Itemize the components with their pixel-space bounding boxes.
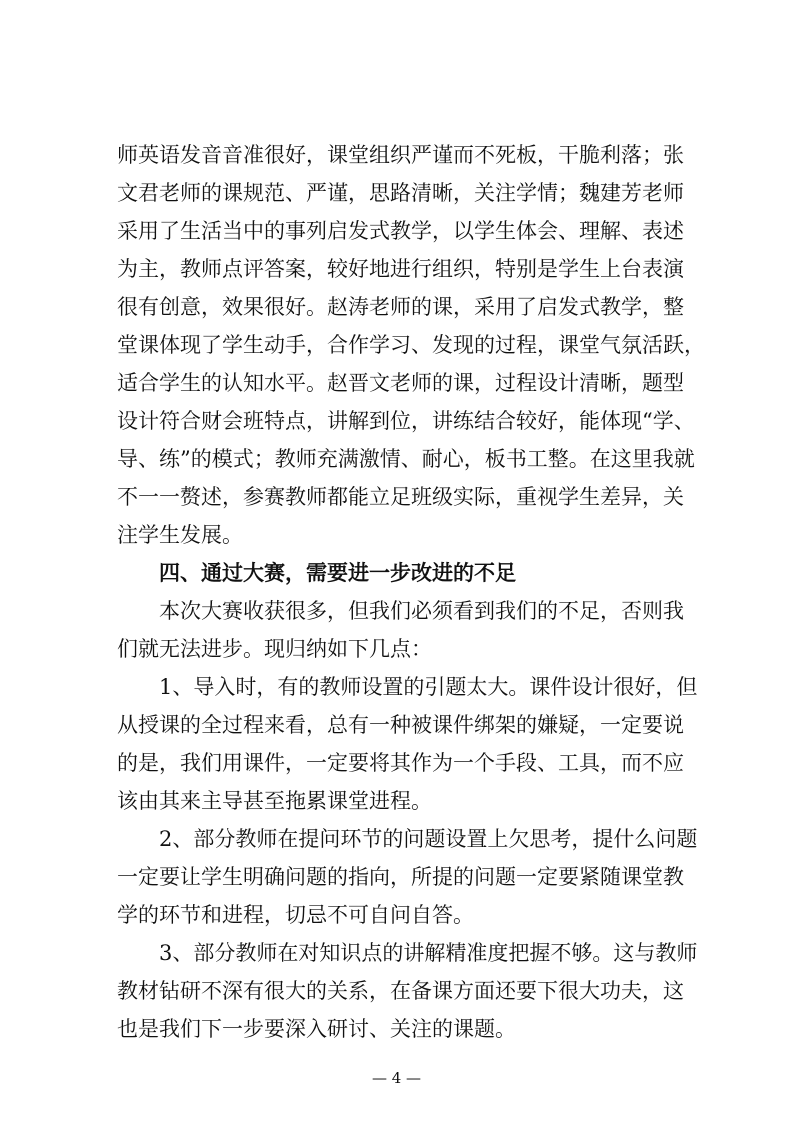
- paragraph: [117, 592, 684, 668]
- text-line: 从授课的全过程来看，总有一种被课件绑架的嫌疑，一定要说: [117, 713, 684, 737]
- text-line: 一定要让学生明确问题的指向，所提的问题一定要紧随课堂教: [117, 865, 684, 889]
- page-number: — 4 —: [371, 1069, 422, 1087]
- text-line: 也是我们下一步要深入研讨、关注的课题。: [117, 1017, 516, 1041]
- text-line: 本次大赛收获很多，但我们必须看到我们的不足，否则我: [159, 599, 684, 623]
- text-line: 注学生发展。: [117, 523, 243, 547]
- text-line: 适合学生的认知水平。赵晋文老师的课，过程设计清晰，题型: [117, 371, 684, 395]
- text-line: 该由其来主导甚至拖累课堂进程。: [117, 789, 432, 813]
- text-line: 的是，我们用课件，一定要将其作为一个手段、工具，而不应: [117, 751, 684, 775]
- paragraph: [117, 820, 698, 934]
- text-line: 们就无法进步。现归纳如下几点：: [117, 637, 432, 661]
- text-line: 1、导入时，有的教师设置的引题太大。课件设计很好，但: [159, 675, 698, 699]
- text-line: 师英语发音音准很好，课堂组织严谨而不死板，干脆利落；张: [117, 143, 684, 167]
- text-line: 设计符合财会班特点，讲解到位，讲练结合较好，能体现“学、: [117, 409, 695, 433]
- document-body: [117, 136, 705, 1048]
- text-line: 堂课体现了学生动手，合作学习、发现的过程，课堂气氛活跃，: [117, 333, 705, 357]
- text-line: 教材钻研不深有很大的关系，在备课方面还要下很大功夫，这: [117, 979, 684, 1003]
- text-line: 很有创意，效果很好。赵涛老师的课，采用了启发式教学，整: [117, 295, 684, 319]
- paragraph: [117, 136, 705, 554]
- text-line: 为主，教师点评答案，较好地进行组织，特别是学生上台表演: [117, 257, 684, 281]
- text-line: 四、通过大赛，需要进一步改进的不足: [159, 561, 516, 585]
- section-heading: [117, 554, 678, 592]
- text-line: 导、练”的模式；教师充满激情、耐心，板书工整。在这里我就: [117, 447, 695, 471]
- text-line: 文君老师的课规范、严谨，思路清晰，关注学情；魏建芳老师: [117, 181, 684, 205]
- paragraph: [117, 934, 698, 1048]
- paragraph: [117, 668, 698, 820]
- text-line: 3、部分教师在对知识点的讲解精准度把握不够。这与教师: [159, 941, 698, 965]
- text-line: 采用了生活当中的事列启发式教学，以学生体会、理解、表述: [117, 219, 684, 243]
- text-line: 学的环节和进程，切忌不可自问自答。: [117, 903, 474, 927]
- text-line: 2、部分教师在提问环节的问题设置上欠思考，提什么问题: [159, 827, 698, 851]
- text-line: 不一一赘述，参赛教师都能立足班级实际，重视学生差异，关: [117, 485, 684, 509]
